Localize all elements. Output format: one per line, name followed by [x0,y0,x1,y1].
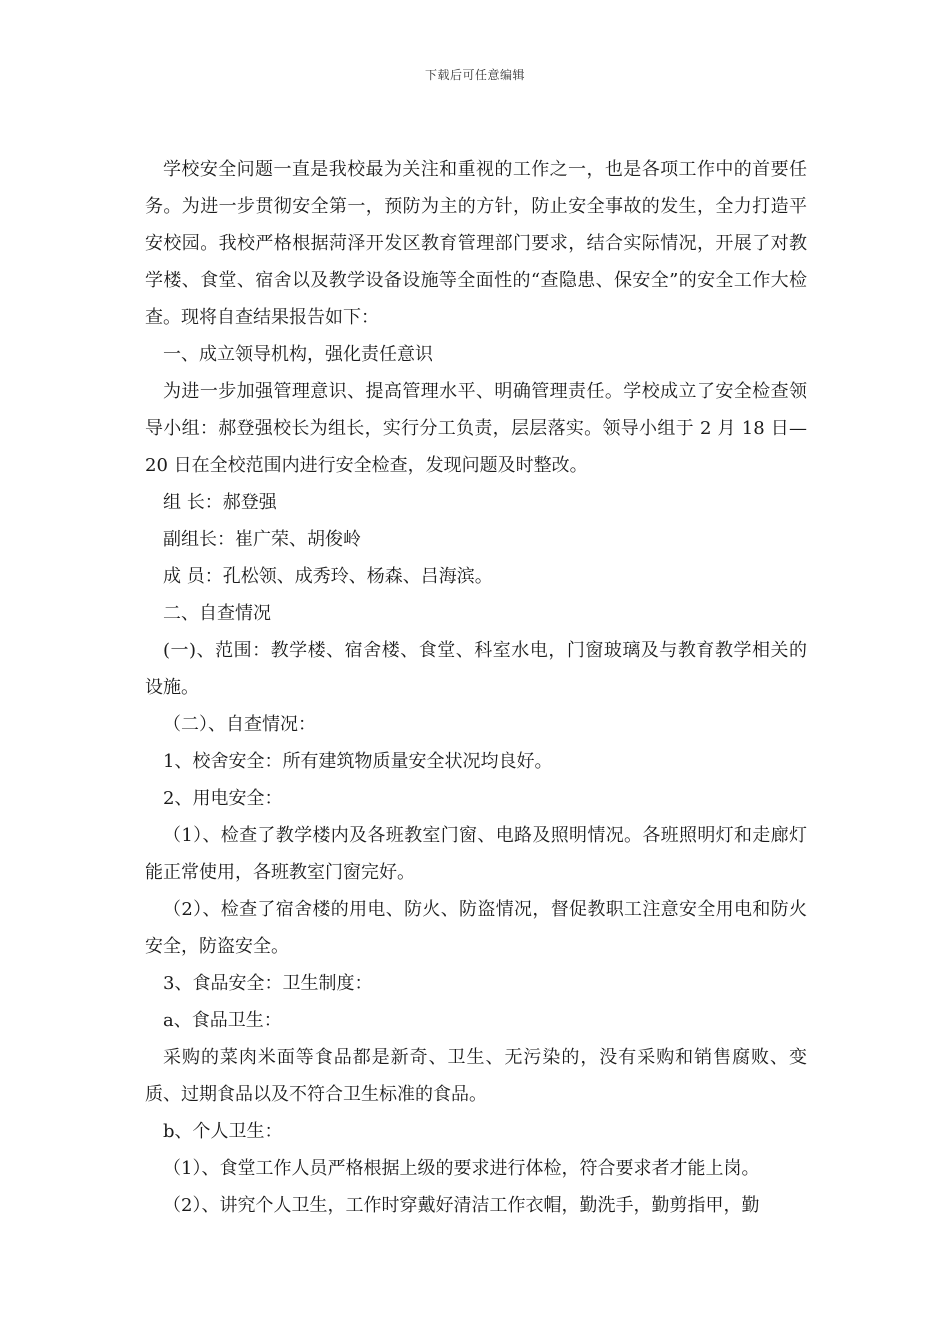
subsection-heading: （二）、自查情况： [163,714,316,735]
section-heading-2: 二、自查情况 [163,603,271,624]
deputy-leader-line: 副组长：崔广荣、胡俊岭 [163,529,361,550]
building-safety-line: 1、校舍安全：所有建筑物质量安全状况均良好。 [163,751,553,772]
group-leader-line: 组 长：郝登强 [163,492,277,513]
personal-hygiene-item-1: （1）、食堂工作人员严格根据上级的要求进行体检，符合要求者才能上岗。 [163,1158,760,1179]
food-hygiene-paragraph: 采购的菜肉米面等食品都是新奇、卫生、无污染的，没有采购和销售腐败、变质、过期食品以及不符合卫生标准的食品。 [145,1047,807,1105]
members-line: 成 员：孔松领、成秀玲、杨森、吕海滨。 [163,566,493,587]
leadership-paragraph: 为进一步加强管理意识、提高管理水平、明确管理责任。学校成立了安全检查领导小组：郝登强校长为组长，实行分工负责，层层落实。领导小组于 2 月 18 日—20 日在全校范围内进行安全检查，发现问题及时整改。 [145,381,807,476]
personal-hygiene-item-2: （2）、讲究个人卫生，工作时穿戴好清洁工作衣帽，勤洗手，勤剪指甲，勤 [163,1195,760,1216]
page-header-note: 下载后可任意编辑 [424,68,525,82]
electric-item-1: （1）、检查了教学楼内及各班教室门窗、电路及照明情况。各班照明灯和走廊灯能正常使用，各班教室门窗完好。 [145,825,807,883]
food-hygiene-heading: a、食品卫生： [163,1010,282,1031]
intro-paragraph: 学校安全问题一直是我校最为关注和重视的工作之一，也是各项工作中的首要任务。为进一步贯彻安全第一，预防为主的方针，防止安全事故的发生，全力打造平安校园。我校严格根据菏泽开发区教育管理部门要求，结合实际情况，开展了对教学楼、食堂、宿舍以及教学设备设施等全面性的“查隐患、保安全”的安全工作大检查。现将自查结果报告如下： [145,159,807,328]
document-body [145,151,807,1224]
electric-safety-heading: 2、用电安全： [163,788,283,809]
electric-item-2: （2）、检查了宿舍楼的用电、防火、防盗情况，督促教职工注意安全用电和防火安全，防盗安全。 [145,899,807,957]
personal-hygiene-heading: b、个人卫生： [163,1121,283,1142]
section-heading-1: 一、成立领导机构，强化责任意识 [163,344,433,365]
food-safety-heading: 3、食品安全：卫生制度： [163,973,373,994]
scope-paragraph: (一)、范围：教学楼、宿舍楼、食堂、科室水电，门窗玻璃及与教育教学相关的设施。 [145,640,807,698]
